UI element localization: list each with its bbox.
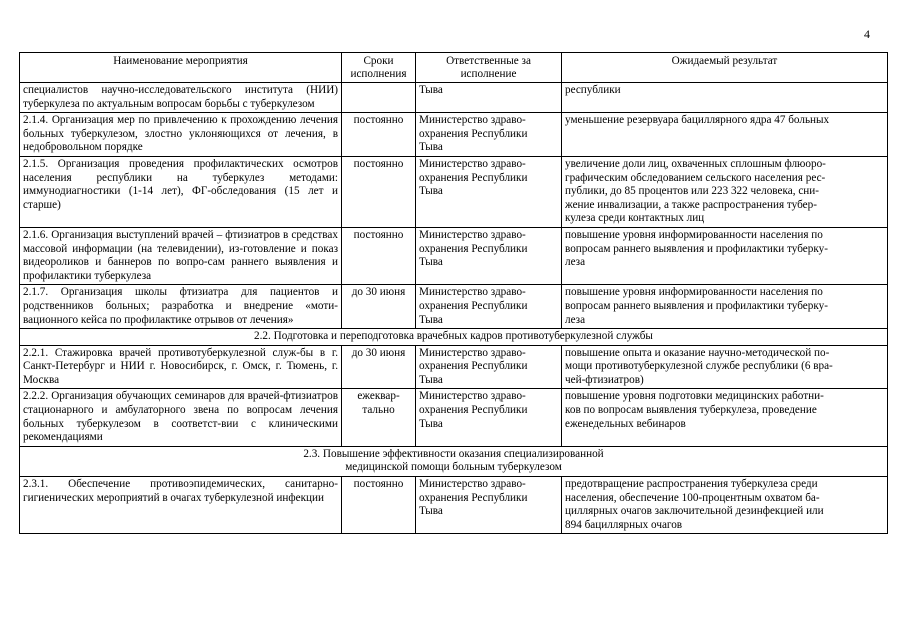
cell-term: до 30 июня (342, 345, 416, 389)
activities-table (19, 52, 888, 534)
cell-responsible: Министерство здраво- охранения Республики Тыва (416, 227, 562, 284)
header-name: Наименование мероприятия (20, 53, 342, 83)
page-number: 4 (864, 27, 870, 41)
table-row (20, 83, 888, 113)
header-responsible: Ответственные за исполнение (416, 53, 562, 83)
cell-result: увеличение доли лиц, охваченных сплошным флюоро- графическим обследованием сельского населения рес- публики, до 85 процентов или 223 322 человека, сни- жение инвализации, а также распространения тубер- кулеза среди контактных лиц (562, 156, 888, 227)
cell-name: 2.1.5. Организация проведения профилактических осмотров населения республики на туберкулез методами: иммунодиагностики (1-14 лет), ФГ-обследования (15 лет и старше) (20, 156, 342, 227)
section-title: 2.3. Повышение эффективности оказания специализированной медицинской помощи больным туберкулезом (20, 446, 888, 476)
cell-result: повышение опыта и оказание научно-методической по- мощи противотуберкулезной службе республики (6 вра- чей-фтизиатров) (562, 345, 888, 389)
cell-term: постоянно (342, 113, 416, 157)
section-title: 2.2. Подготовка и переподготовка врачебных кадров противотуберкулезной службы (20, 329, 888, 346)
cell-term: ежеквар- тально (342, 389, 416, 446)
cell-name: 2.3.1. Обеспечение противоэпидемических, санитарно-гигиенических мероприятий в очагах туберкулезной инфекции (20, 477, 342, 534)
table-row (20, 113, 888, 157)
cell-responsible: Министерство здраво- охранения Республики Тыва (416, 156, 562, 227)
cell-result: повышение уровня подготовки медицинских работни- ков по вопросам выявления туберкулеза, проведение еженедельных вебинаров (562, 389, 888, 446)
table-header-row (20, 53, 888, 83)
cell-responsible: Министерство здраво- охранения Республики Тыва (416, 477, 562, 534)
table-row (20, 285, 888, 329)
table-row (20, 156, 888, 227)
cell-name: специалистов научно-исследовательского института (НИИ) туберкулеза по актуальным вопросам борьбы с туберкулезом (20, 83, 342, 113)
header-term: Сроки исполнения (342, 53, 416, 83)
cell-result: повышение уровня информированности населения по вопросам раннего выявления и профилактики туберку- леза (562, 285, 888, 329)
header-result: Ожидаемый результат (562, 53, 888, 83)
cell-result: предотвращение распространения туберкулеза среди населения, обеспечение 100-процентным охватом ба- циллярных очагов заключительной дезинфекцией или 894 бациллярных очагов (562, 477, 888, 534)
table-row (20, 477, 888, 534)
cell-result: республики (562, 83, 888, 113)
cell-term: постоянно (342, 477, 416, 534)
cell-term: постоянно (342, 156, 416, 227)
section-row (20, 329, 888, 346)
cell-responsible: Тыва (416, 83, 562, 113)
cell-name: 2.2.2. Организация обучающих семинаров для врачей-фтизиатров стационарного и амбулаторного звена по вопросам лечения больных туберкулезом в соответст-вии с клиническими рекомендациями (20, 389, 342, 446)
table-row (20, 227, 888, 284)
cell-name: 2.2.1. Стажировка врачей противотуберкулезной служ-бы в г. Санкт-Петербург и НИИ г. Новосибирск, г. Омск, г. Тюмень, г. Москва (20, 345, 342, 389)
cell-responsible: Министерство здраво- охранения Республики Тыва (416, 389, 562, 446)
cell-term (342, 83, 416, 113)
cell-responsible: Министерство здраво- охранения Республики Тыва (416, 285, 562, 329)
cell-term: до 30 июня (342, 285, 416, 329)
cell-name: 2.1.7. Организация школы фтизиатра для пациентов и родственников больных; разработка и внедрение «моти-вационного кейса по профилактике отрывов от лечения» (20, 285, 342, 329)
cell-name: 2.1.6. Организация выступлений врачей – фтизиатров в средствах массовой информации (на телевидении), из-готовление и показ видеороликов и баннеров по вопро-сам раннего выявления и профилактики туберкулеза (20, 227, 342, 284)
section-row (20, 446, 888, 476)
cell-result: повышение уровня информированности населения по вопросам раннего выявления и профилактики туберку- леза (562, 227, 888, 284)
cell-result: уменьшение резервуара бациллярного ядра 47 больных (562, 113, 888, 157)
cell-responsible: Министерство здраво- охранения Республики Тыва (416, 113, 562, 157)
table-row (20, 389, 888, 446)
cell-responsible: Министерство здраво- охранения Республики Тыва (416, 345, 562, 389)
cell-name: 2.1.4. Организация мер по привлечению к прохождению лечения больных туберкулезом, злостно уклоняющихся от лечения, в недобровольном порядке (20, 113, 342, 157)
table-row (20, 345, 888, 389)
cell-term: постоянно (342, 227, 416, 284)
